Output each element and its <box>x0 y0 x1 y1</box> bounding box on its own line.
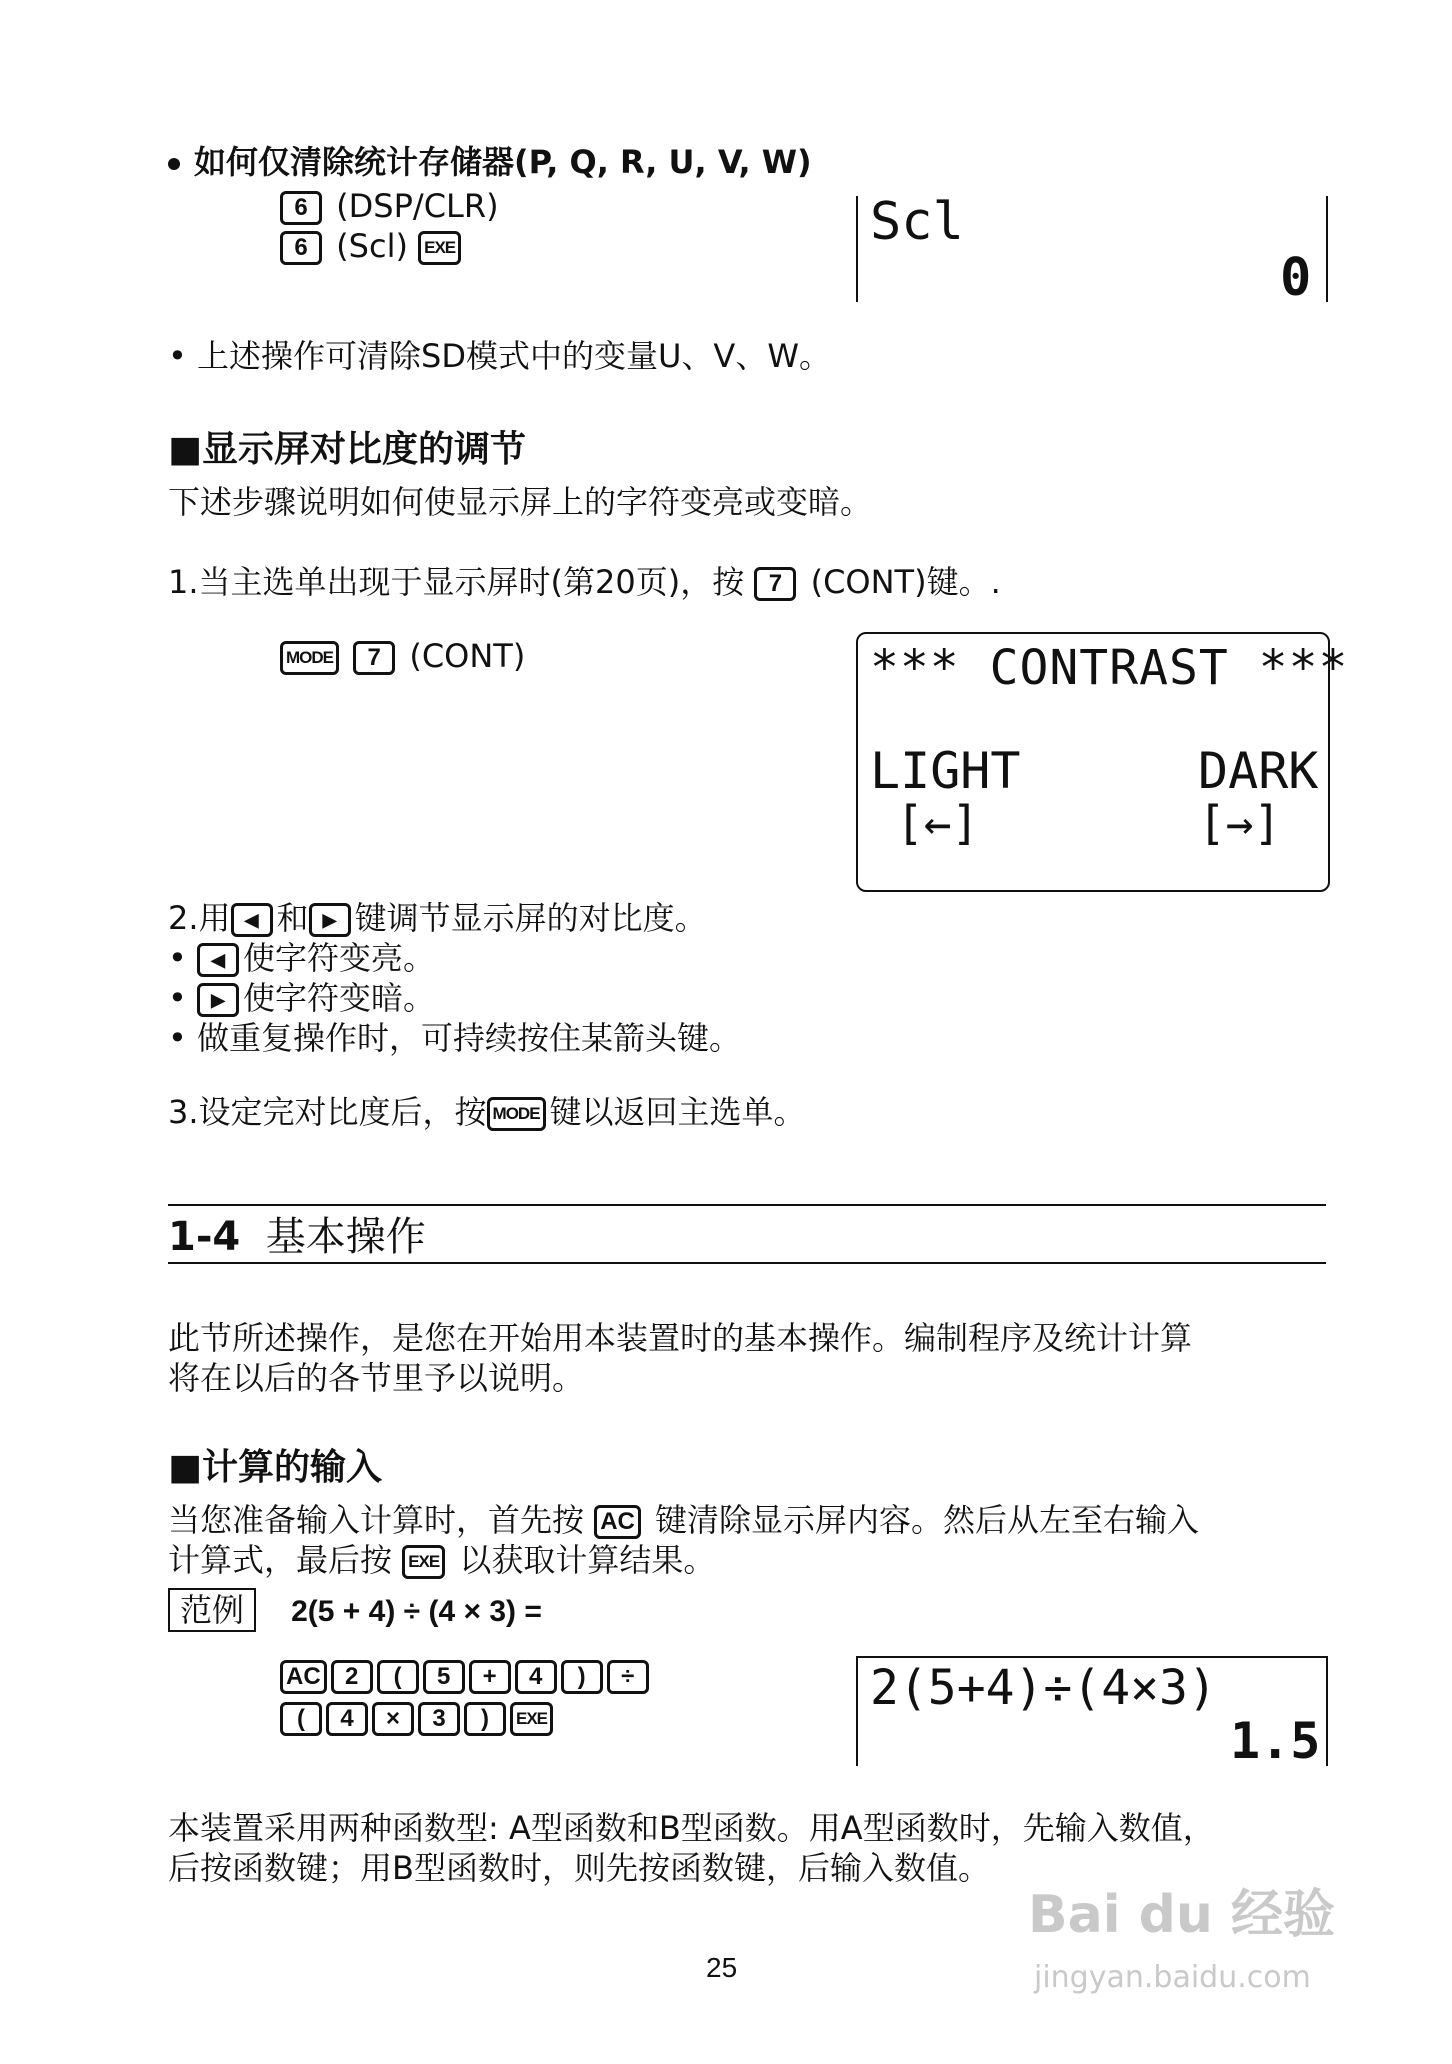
contrast-bullet2 <box>168 978 435 1018</box>
basic-para3-line1: 本装置采用两种函数型: A型函数和B型函数。用A型函数时，先输入数值， <box>168 1809 1215 1847</box>
lcd-light-label: LIGHT <box>870 742 1021 800</box>
key-mode: MODE <box>487 1097 546 1131</box>
lcd-dark-label: DARK <box>1198 742 1319 800</box>
bullet-icon: • <box>168 979 198 1017</box>
contrast-step1 <box>168 562 1001 602</box>
section-rule-top <box>168 1204 1326 1206</box>
para2-text-c: 计算式，最后按 <box>168 1541 393 1579</box>
page-number: 25 <box>706 1952 738 1983</box>
bullet-icon: • <box>168 939 198 977</box>
basic-para1-line1: 此节所述操作，是您在开始用本装置时的基本操作。编制程序及统计计算 <box>168 1319 1193 1357</box>
left-arrow-key-icon: ◀ <box>231 903 273 937</box>
section-title-text: 基本操作 <box>265 1214 426 1260</box>
lcd-right-arrow: [→] <box>1198 796 1282 850</box>
section-title <box>168 1212 426 1262</box>
lcd-left-arrow: [←] <box>896 796 980 850</box>
bullet-icon <box>168 158 180 170</box>
lcd-border-left <box>856 1656 858 1766</box>
key-symbol: 4 <box>515 1660 557 1694</box>
lcd-border-right <box>1326 1656 1328 1766</box>
contrast-keyseq <box>280 636 525 676</box>
key-exe: EXE <box>418 231 461 265</box>
key-symbol: ÷ <box>607 1660 649 1694</box>
heading-text: 如何仅清除统计存储器(P, Q, R, U, V, W) <box>194 143 812 181</box>
para2-text-a: 当您准备输入计算时，首先按 <box>168 1501 585 1539</box>
lcd-expression: 2(5+4)÷(4×3) <box>870 1660 1217 1716</box>
basic-para3-line2: 后按函数键；用B型函数时，则先按函数键，后输入数值。 <box>168 1849 990 1887</box>
step3-text-b: 键以返回主选单。 <box>549 1093 806 1131</box>
lcd-border-left <box>856 196 858 302</box>
key-symbol: 2 <box>331 1660 373 1694</box>
example-keys-row2 <box>280 1702 557 1736</box>
bullet2-text: 使字符变暗。 <box>243 979 436 1017</box>
section-number: 1-4 <box>168 1214 241 1260</box>
para2-text-b: 键清除显示屏内容。然后从左至右输入 <box>655 1501 1200 1539</box>
contrast-bullet1 <box>168 938 435 978</box>
watermark-logo: Bai du 经验 <box>1028 1885 1335 1945</box>
lcd-contrast-title: *** CONTRAST *** <box>870 640 1349 696</box>
step2-text: (Scl) <box>336 227 408 265</box>
clear-step1 <box>280 186 499 226</box>
contrast-step3 <box>168 1092 806 1132</box>
key-ac: AC <box>280 1660 327 1694</box>
basic-para2-line2 <box>168 1540 715 1580</box>
right-arrow-key-icon: ▶ <box>309 903 351 937</box>
key-ac: AC <box>594 1505 641 1539</box>
right-arrow-key-icon: ▶ <box>197 983 239 1017</box>
key-7: 7 <box>754 567 796 601</box>
contrast-bullet3: • 做重复操作时，可持续按住某箭头键。 <box>168 1019 742 1057</box>
step2-text-c: 键调节显示屏的对比度。 <box>354 899 707 937</box>
key-symbol: ) <box>464 1702 506 1736</box>
key-mode: MODE <box>280 641 339 675</box>
lcd-border-right <box>1326 196 1328 302</box>
key-6: 6 <box>280 191 322 225</box>
lcd-line1: Scl <box>870 192 964 252</box>
key-exe: EXE <box>510 1702 553 1736</box>
step2-text-a: 2.用 <box>168 899 231 937</box>
example-row <box>168 1588 542 1632</box>
contrast-intro: 下述步骤说明如何使显示屏上的字符变亮或变暗。 <box>168 483 873 521</box>
step2-text-b: 和 <box>276 899 309 937</box>
clear-note: • 上述操作可清除SD模式中的变量U、V、W。 <box>168 337 831 375</box>
key-symbol: × <box>372 1702 414 1736</box>
key-symbol: 5 <box>423 1660 465 1694</box>
step1-text-b: (CONT)键。. <box>810 563 1001 601</box>
contrast-step2 <box>168 898 707 938</box>
basic-para2-line1 <box>168 1500 1199 1540</box>
step1-text: (DSP/CLR) <box>336 187 499 225</box>
para2-text-d: 以获取计算结果。 <box>459 1541 716 1579</box>
key-symbol: ( <box>377 1660 419 1694</box>
step3-text-a: 3.设定完对比度后，按 <box>168 1093 487 1131</box>
contrast-heading: ■显示屏对比度的调节 <box>168 429 527 470</box>
step1-text-a: 1.当主选单出现于显示屏时(第20页)，按 <box>168 563 745 601</box>
basic-para1-line2: 将在以后的各节里予以说明。 <box>168 1359 585 1397</box>
clear-step2 <box>280 226 465 266</box>
key-symbol: 4 <box>326 1702 368 1736</box>
key-symbol: ( <box>280 1702 322 1736</box>
clear-stat-heading <box>168 142 812 182</box>
bullet1-text: 使字符变亮。 <box>243 939 436 977</box>
example-expression: 2(5 + 4) ÷ (4 × 3) = <box>291 1595 542 1628</box>
lcd-line2: 0 <box>1280 248 1312 308</box>
example-keys-row1 <box>280 1660 653 1694</box>
watermark-url: jingyan.baidu.com <box>1034 1960 1311 1995</box>
keyseq-text: (CONT) <box>409 637 526 675</box>
lcd-result: 1.5 <box>1230 1712 1321 1770</box>
key-7: 7 <box>353 641 395 675</box>
left-arrow-key-icon: ◀ <box>197 943 239 977</box>
key-symbol: + <box>469 1660 511 1694</box>
key-exe: EXE <box>402 1545 445 1579</box>
key-symbol: ) <box>561 1660 603 1694</box>
key-symbol: 3 <box>418 1702 460 1736</box>
lcd-border-top <box>856 1656 1328 1658</box>
section-rule-bottom <box>168 1262 1326 1264</box>
example-label: 范例 <box>168 1588 256 1632</box>
input-heading: ■计算的输入 <box>168 1447 383 1488</box>
key-6: 6 <box>280 231 322 265</box>
